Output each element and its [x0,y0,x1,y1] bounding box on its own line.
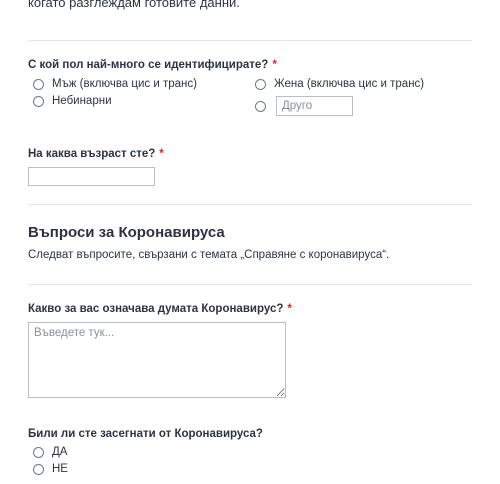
radio-button[interactable] [255,79,266,90]
required-mark: * [159,148,164,160]
gender-option-male[interactable] [33,78,197,90]
meaning-question-label [28,303,292,315]
divider [28,204,472,205]
required-mark: * [272,59,277,71]
gender-option-label: Мъж (включва цис и транс) [52,78,197,90]
radio-button[interactable] [33,96,44,107]
radio-button[interactable] [33,447,44,458]
gender-option-female[interactable] [255,78,424,90]
section-description: Следват въпросите, свързани с темата „Справяне с коронавируса“. [28,249,390,261]
age-question-text: На каква възраст сте? [28,148,156,160]
affected-option-label: НЕ [52,463,68,475]
affected-option-yes[interactable] [33,446,67,458]
gender-question-label [28,59,277,71]
gender-question-text: С кой пол най-много се идентифицирате? [28,59,269,71]
meaning-question-text: Какво за вас означава думата Коронавирус? [28,303,284,315]
radio-button[interactable] [33,464,44,475]
divider [28,40,472,41]
affected-option-no[interactable] [33,463,68,475]
radio-button[interactable] [255,101,266,112]
gender-option-other[interactable] [255,96,353,116]
radio-button[interactable] [33,79,44,90]
gender-option-nonbinary[interactable] [33,95,112,107]
required-mark: * [287,303,292,315]
section-title: Въпроси за Коронавируса [28,224,225,241]
affected-question-label [28,428,263,440]
intro-text: когато разглеждам готовите данни. [28,0,240,10]
affected-option-label: ДА [52,446,68,458]
gender-option-label: Жена (включва цис и транс) [274,78,425,90]
gender-option-label: Небинарни [52,95,112,107]
age-question-label [28,148,164,160]
meaning-textarea[interactable] [28,322,286,398]
divider [28,284,472,285]
affected-question-text: Били ли сте засегнати от Коронавируса? [28,428,263,440]
age-input[interactable] [28,167,155,186]
gender-other-input[interactable] [276,96,353,116]
